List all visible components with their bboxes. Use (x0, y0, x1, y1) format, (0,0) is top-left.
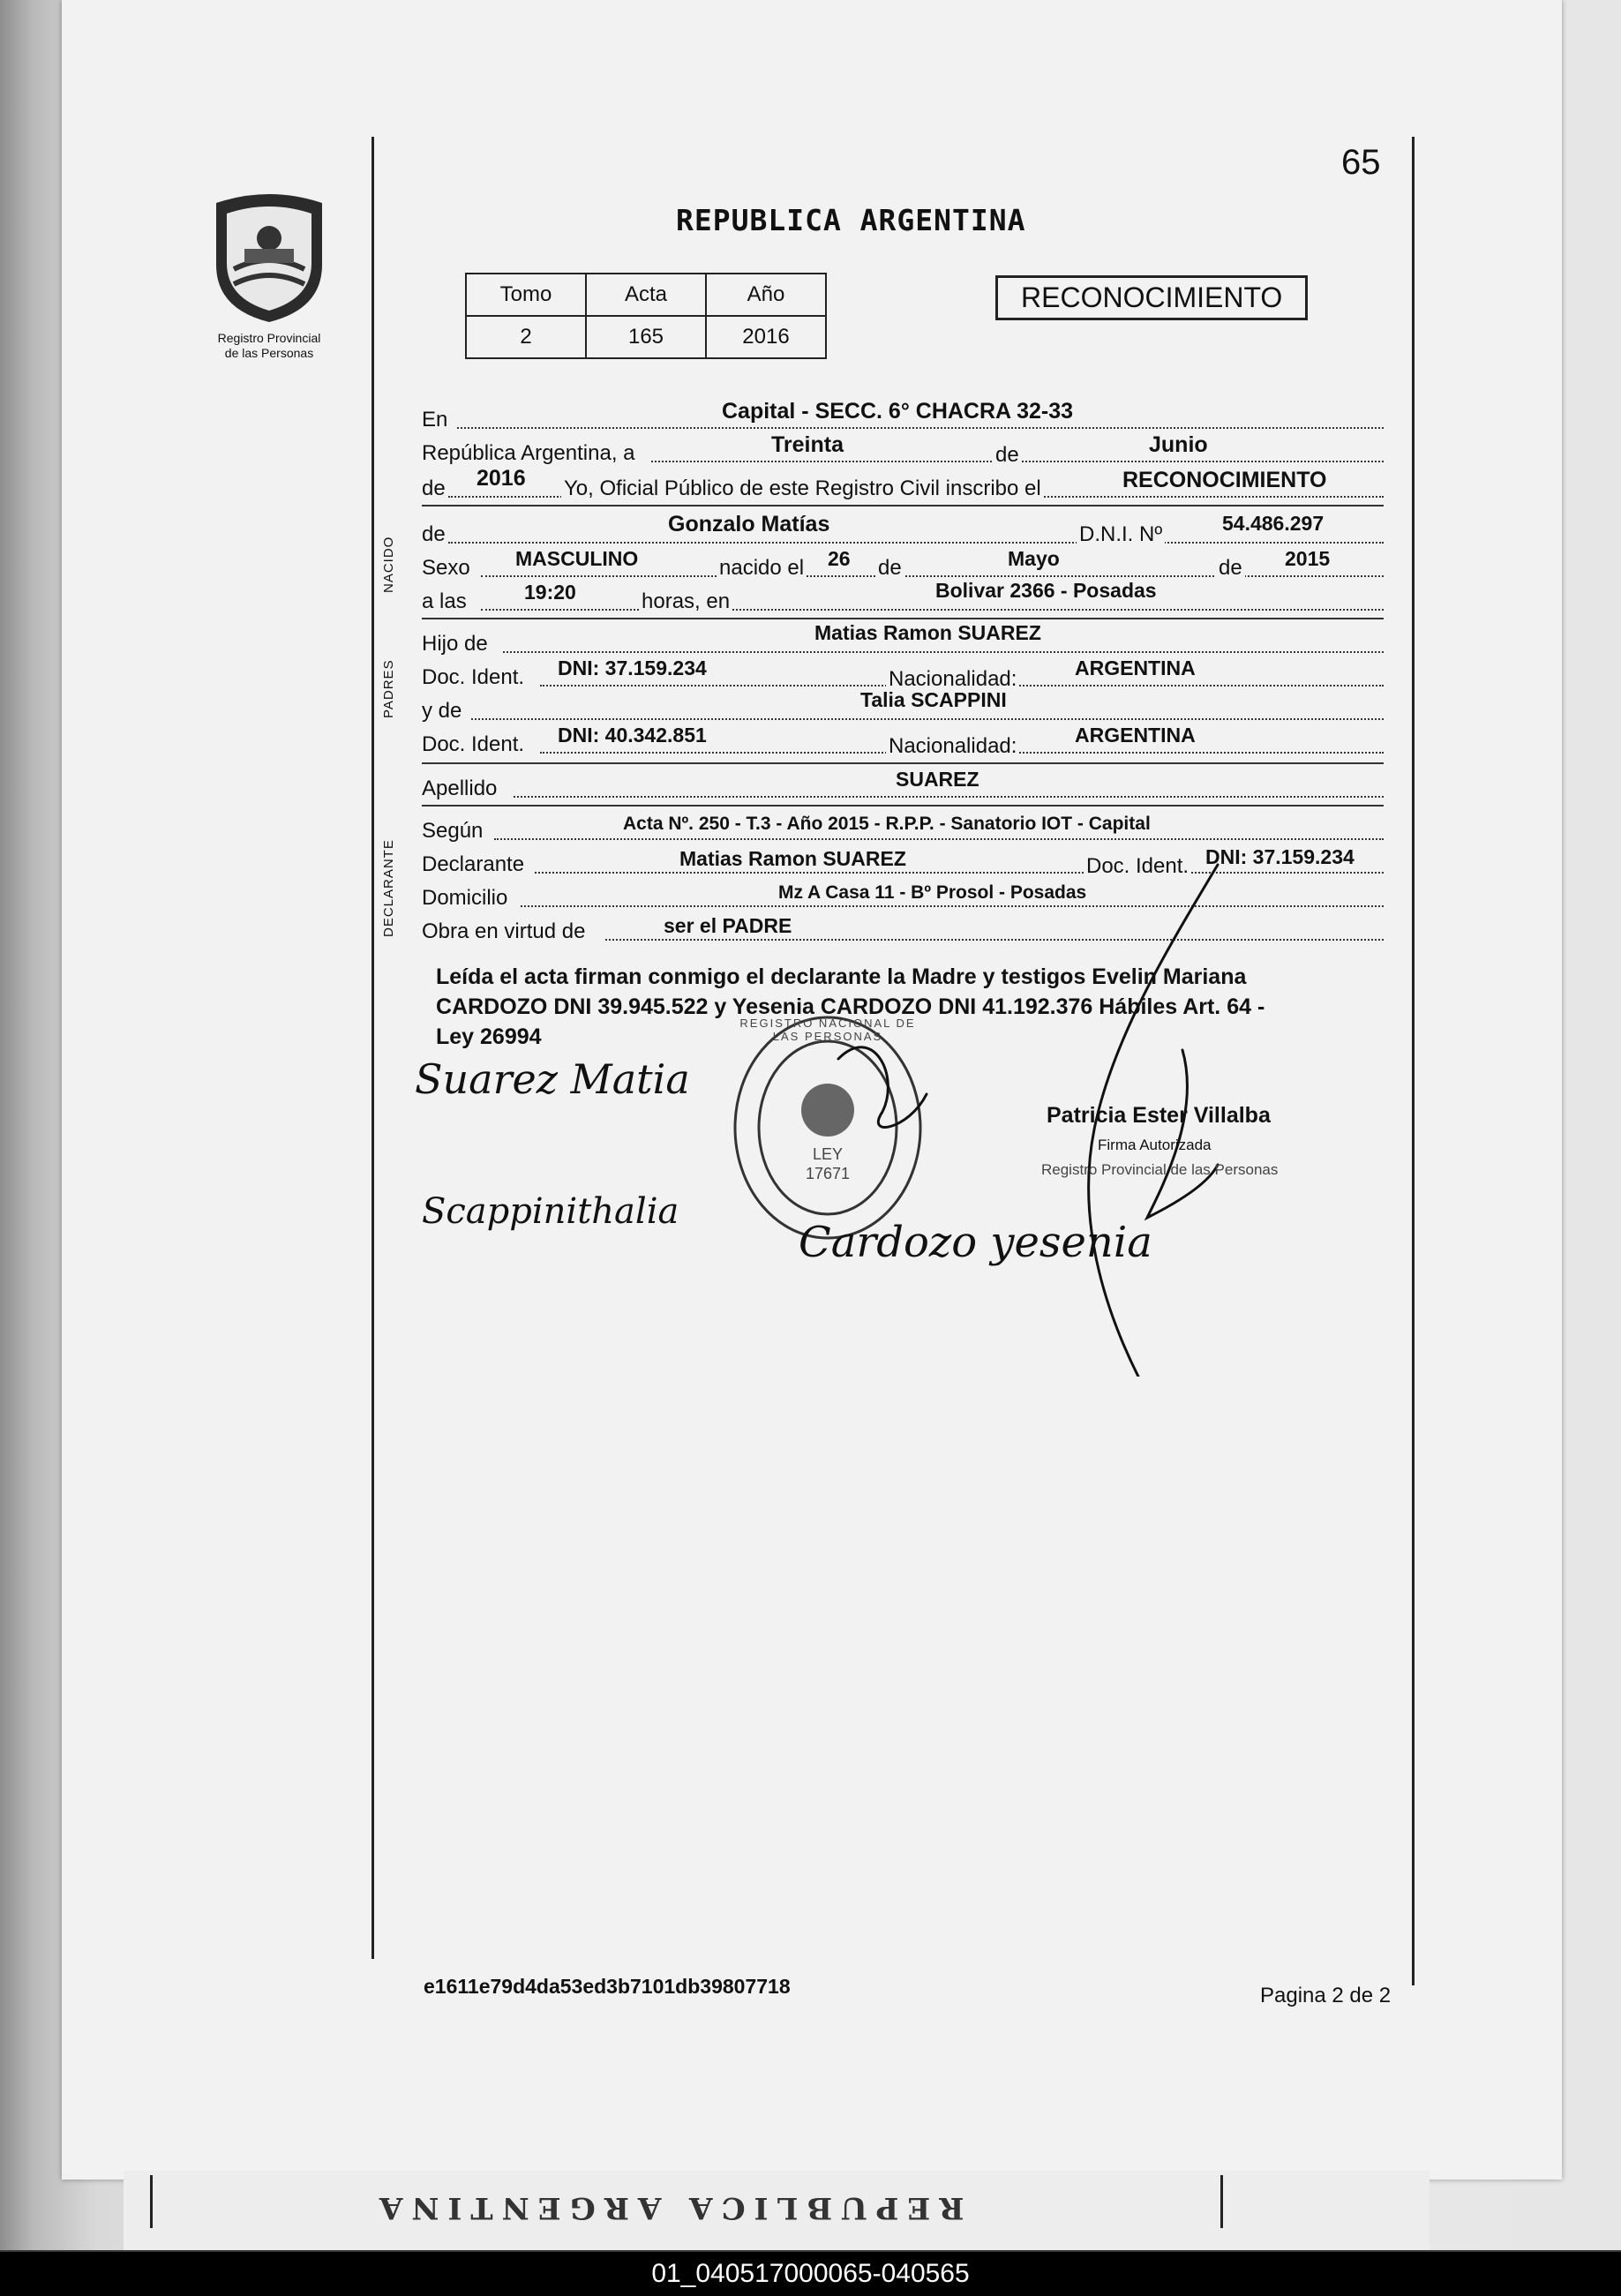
value-dia: Treinta (771, 432, 844, 457)
label-declarante: Declarante (422, 852, 525, 876)
header-anio: Año (706, 274, 826, 316)
label-obra: Obra en virtud de (422, 919, 586, 943)
misiones-coat-of-arms-icon (199, 185, 340, 326)
mark (150, 2175, 153, 2228)
value-declarante: Matias Ramon SUAREZ (679, 847, 906, 870)
seal-text-2: 17671 (805, 1165, 851, 1182)
value-anio-inscripcion: 2016 (477, 466, 526, 491)
label-hijo: Hijo de (422, 632, 488, 656)
side-label-declarante: DECLARANTE (381, 839, 396, 937)
label-segun: Según (422, 819, 484, 843)
label-doc-1: Doc. Ident. (422, 665, 525, 689)
label-de-2: de (422, 476, 446, 500)
value-madre: Talia SCAPPINI (860, 688, 1007, 711)
divider (422, 505, 1384, 506)
dotline (457, 427, 1384, 429)
label-en: En (422, 408, 448, 431)
document-title: REPUBLICA ARGENTINA (676, 203, 1026, 237)
underlying-footer-title: REPUBLICA ARGENTINA (371, 2190, 964, 2225)
value-nac-2: ARGENTINA (1075, 724, 1196, 747)
signature-madre: Scappinithalia (422, 1191, 679, 1232)
value-tomo: 2 (466, 316, 586, 358)
header-tomo: Tomo (466, 274, 586, 316)
act-type-box: RECONOCIMIENTO (995, 275, 1308, 320)
value-lugar-inscripcion: Capital - SECC. 6° CHACRA 32-33 (722, 399, 1074, 424)
value-nac-mes: Mayo (1008, 547, 1060, 570)
seal-ring-text: REGISTRO NACIONAL DE LAS PERSONAS (739, 1017, 916, 1043)
signature-declarante: Suarez Matia (415, 1055, 690, 1103)
registry-logo (199, 185, 340, 361)
act-reference-table (465, 273, 827, 359)
seal-text-1: LEY (812, 1145, 844, 1163)
label-yde: y de (422, 699, 462, 723)
value-padre: Matias Ramon SUAREZ (814, 621, 1041, 644)
label-horas: horas, en (639, 589, 732, 614)
label-republica: República Argentina, a (422, 441, 635, 465)
closing-line-3: Ley 26994 (436, 1024, 542, 1049)
signature-testigo: Cardozo yesenia (799, 1218, 1152, 1267)
label-de-3: de (422, 522, 446, 546)
official-role: Firma Autorizada (1098, 1137, 1212, 1153)
label-de: de (993, 443, 1022, 468)
label-apellido: Apellido (422, 777, 498, 800)
dotline (481, 575, 1384, 577)
logo-caption-2: de las Personas (224, 346, 314, 360)
value-hora: 19:20 (524, 581, 576, 604)
label-domicilio: Domicilio (422, 886, 508, 910)
value-segun: Acta Nº. 250 - T.3 - Año 2015 - R.P.P. - Sanatorio IOT - Capital (623, 814, 1151, 834)
label-nac-1: Nacionalidad: (886, 667, 1019, 692)
label-doc-2: Doc. Ident. (422, 732, 525, 756)
value-domicilio: Mz A Casa 11 - Bº Prosol - Posadas (778, 882, 1087, 903)
label-alas: a las (422, 589, 467, 613)
closing-line-1: Leída el acta firman conmigo el declarante la Madre y testigos Evelin Mariana (436, 964, 1247, 989)
dotline (471, 718, 1384, 720)
value-sexo: MASCULINO (515, 547, 639, 570)
divider (422, 762, 1384, 764)
value-nombre: Gonzalo Matías (668, 512, 830, 536)
side-label-nacido: NACIDO (381, 536, 396, 593)
official-office: Registro Provincial de las Personas (1041, 1161, 1279, 1178)
label-sexo: Sexo (422, 556, 470, 580)
page-number: 65 (1341, 143, 1381, 182)
value-apellido: SUAREZ (896, 768, 979, 791)
divider (422, 805, 1384, 807)
label-nacido: nacido el (717, 556, 807, 581)
value-mes: Junio (1149, 432, 1208, 457)
label-dni: D.N.I. Nº (1077, 522, 1165, 547)
value-lugar-nacimiento: Bolivar 2366 - Posadas (935, 579, 1157, 602)
value-nac-anio: 2015 (1285, 547, 1331, 570)
value-doc-1: DNI: 37.159.234 (558, 657, 707, 679)
value-nac-1: ARGENTINA (1075, 657, 1196, 679)
label-oficial: Yo, Oficial Público de este Registro Civil inscribo el (561, 476, 1044, 501)
dotline (481, 609, 1384, 611)
closing-line-2: CARDOZO DNI 39.945.522 y Yesenia CARDOZO DNI 41.192.376 Hábiles Art. 64 - (436, 994, 1265, 1019)
official-name: Patricia Ester Villalba (1047, 1103, 1271, 1128)
header-acta: Acta (586, 274, 706, 316)
dotline (514, 796, 1384, 798)
document-hash: e1611e79d4da53ed3b7101db39807718 (424, 1975, 791, 1998)
right-frame-line (1412, 137, 1415, 1985)
left-frame-line (371, 137, 374, 1959)
value-anio: 2016 (706, 316, 826, 358)
dotline (494, 838, 1384, 840)
side-label-padres: PADRES (381, 659, 396, 718)
label-nac-2: Nacionalidad: (886, 734, 1019, 759)
filename-caption: 01_040517000065-040565 (0, 2252, 1621, 2296)
value-dni: 54.486.297 (1222, 512, 1325, 535)
label-doc-3: Doc. Ident. (1084, 854, 1191, 879)
mark (1220, 2175, 1223, 2228)
label-de-5: de (1216, 556, 1245, 581)
dotline (503, 651, 1384, 653)
value-inscribo: RECONOCIMIENTO (1122, 468, 1327, 492)
value-doc-3: DNI: 37.159.234 (1205, 845, 1355, 868)
label-de-4: de (875, 556, 904, 581)
divider (422, 618, 1384, 619)
value-obra: ser el PADRE (664, 914, 792, 937)
value-doc-2: DNI: 40.342.851 (558, 724, 707, 747)
value-nac-dia: 26 (828, 547, 851, 570)
dotline (448, 542, 1384, 544)
logo-caption-1: Registro Provincial (217, 331, 321, 345)
page-indicator: Pagina 2 de 2 (1260, 1984, 1392, 2007)
value-acta: 165 (586, 316, 706, 358)
